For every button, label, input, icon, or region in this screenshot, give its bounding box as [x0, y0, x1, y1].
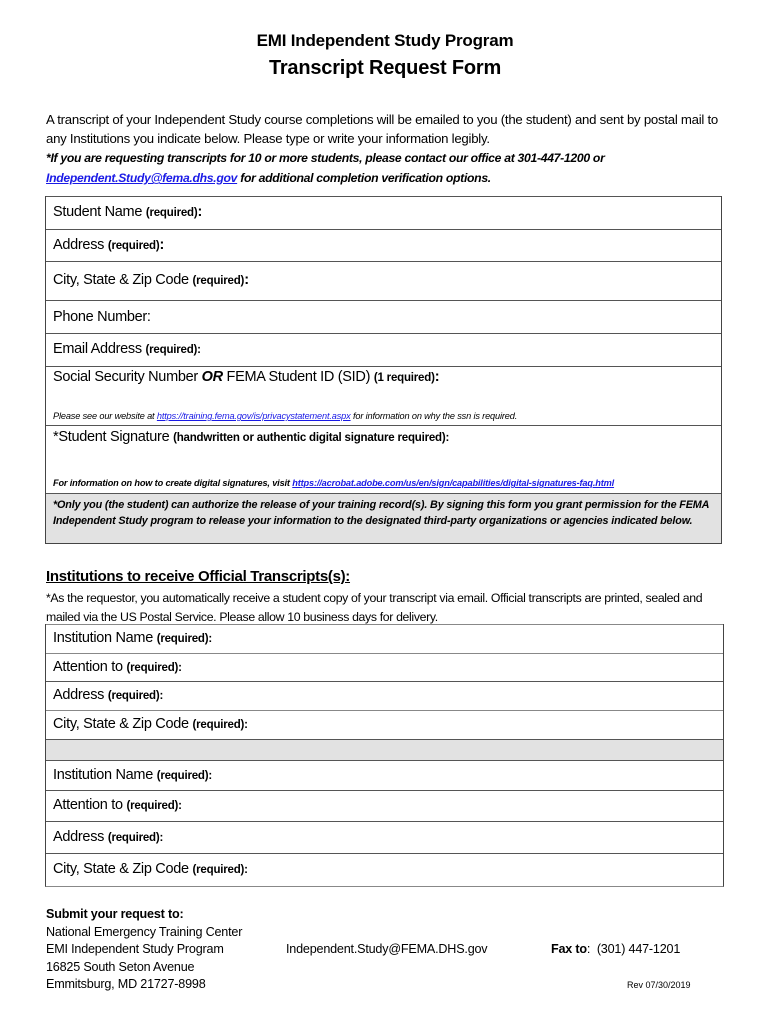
notice-suffix: for additional completion verification options.: [237, 171, 491, 185]
student-info-table: [45, 196, 722, 544]
institution-2-attention-field[interactable]: [46, 790, 723, 821]
institutions-heading: Institutions to receive Official Transcripts(s):: [46, 568, 351, 585]
institution-2-city-label: City, State & Zip Code (required):: [53, 861, 248, 877]
submit-email[interactable]: Independent.Study@FEMA.DHS.gov: [286, 942, 488, 956]
institution-2-attention-label: Attention to (required):: [53, 797, 182, 813]
ssn-sid-field[interactable]: [46, 366, 721, 425]
institution-separator: [46, 739, 723, 760]
signature-label: *Student Signature (handwritten or authentic digital signature required):: [53, 429, 450, 445]
institution-1-city-field[interactable]: [46, 710, 723, 739]
institution-2-address-field[interactable]: [46, 821, 723, 853]
address-label: Address (required):: [53, 237, 165, 253]
student-name-field[interactable]: [46, 196, 721, 229]
institution-1-name-field[interactable]: [46, 624, 723, 653]
fax-label: Fax to: [551, 942, 587, 956]
institution-2-city-field[interactable]: [46, 853, 723, 886]
phone-field[interactable]: [46, 300, 721, 333]
fax-info: [551, 941, 680, 959]
address-field[interactable]: [46, 229, 721, 261]
institution-2-address-label: Address (required):: [53, 829, 164, 845]
contact-email-link[interactable]: Independent.Study@fema.dhs.gov: [46, 171, 238, 185]
student-name-label: Student Name (required):: [53, 204, 203, 220]
email-label: Email Address (required):: [53, 341, 201, 357]
institution-1-address-label: Address (required):: [53, 687, 164, 703]
bulk-request-notice: [46, 151, 605, 185]
address-line: EMI Independent Study Program: [46, 942, 224, 956]
digital-signature-note: For information on how to create digital signatures, visit https://acrobat.adobe.com/us/en/sign/capabilities/digital-signatures-faq.html: [53, 478, 615, 488]
ssn-sid-label: Social Security Number OR FEMA Student ID (SID) (1 required):: [53, 369, 440, 385]
form-title: Transcript Request Form: [268, 57, 502, 79]
institution-1-city-label: City, State & Zip Code (required):: [53, 716, 248, 732]
privacy-statement-link[interactable]: https://training.fema.gov/is/privacystatement.aspx: [156, 411, 351, 421]
institution-2-name-field[interactable]: [46, 760, 723, 790]
email-field[interactable]: [46, 333, 721, 366]
phone-label: Phone Number:: [53, 309, 151, 325]
notice-prefix: *If you are requesting transcripts for 10 or more students, please contact our office at 301-447-1200 or: [46, 151, 605, 165]
signature-field[interactable]: [46, 425, 721, 493]
program-title: EMI Independent Study Program: [256, 31, 514, 50]
institution-1-address-field[interactable]: [46, 681, 723, 710]
city-state-zip-field[interactable]: [46, 261, 721, 300]
ssn-privacy-note: Please see our website at https://training.fema.gov/is/privacystatement.aspx for information on why the ssn is required.: [53, 411, 518, 421]
institution-1-name-label: Institution Name (required):: [53, 630, 213, 646]
fax-colon: :: [586, 942, 591, 956]
address-line: Emmitsburg, MD 21727-8998: [46, 977, 206, 991]
fax-number: (301) 447-1201: [596, 942, 681, 956]
address-line: 16825 South Seton Avenue: [46, 959, 195, 974]
institutions-note: *As the requestor, you automatically receive a student copy of your transcript via email. Official transcripts are printed, sealed and mailed via the US Postal Service. Please allow 10 business days for delivery.: [46, 591, 703, 624]
revision-date: Rev 07/30/2019: [627, 980, 691, 990]
authorization-notice: [46, 493, 721, 543]
institution-1-attention-field[interactable]: [46, 653, 723, 681]
submit-title: Submit your request to:: [46, 907, 184, 921]
institution-2-name-label: Institution Name (required):: [53, 767, 213, 783]
institution-1-attention-label: Attention to (required):: [53, 659, 182, 675]
authorization-text: *Only you (the student) can authorize the release of your training record(s). By signing this form you grant permission for the FEMA Independent Study program to release your information to the designated third-party organizations or agencies indicated below.: [53, 499, 709, 527]
address-line: National Emergency Training Center: [46, 924, 243, 939]
intro-text: [46, 110, 726, 188]
city-state-zip-label: City, State & Zip Code (required):: [53, 272, 249, 288]
institutions-table: [45, 624, 724, 887]
intro-paragraph: A transcript of your Independent Study course completions will be emailed to you (the student) and sent by postal mail to any Institutions you indicate below. Please type or write your information legibly.: [46, 112, 719, 146]
submit-address-block: [46, 906, 242, 994]
digital-signature-faq-link[interactable]: https://acrobat.adobe.com/us/en/sign/capabilities/digital-signatures-faq.html: [292, 478, 615, 488]
